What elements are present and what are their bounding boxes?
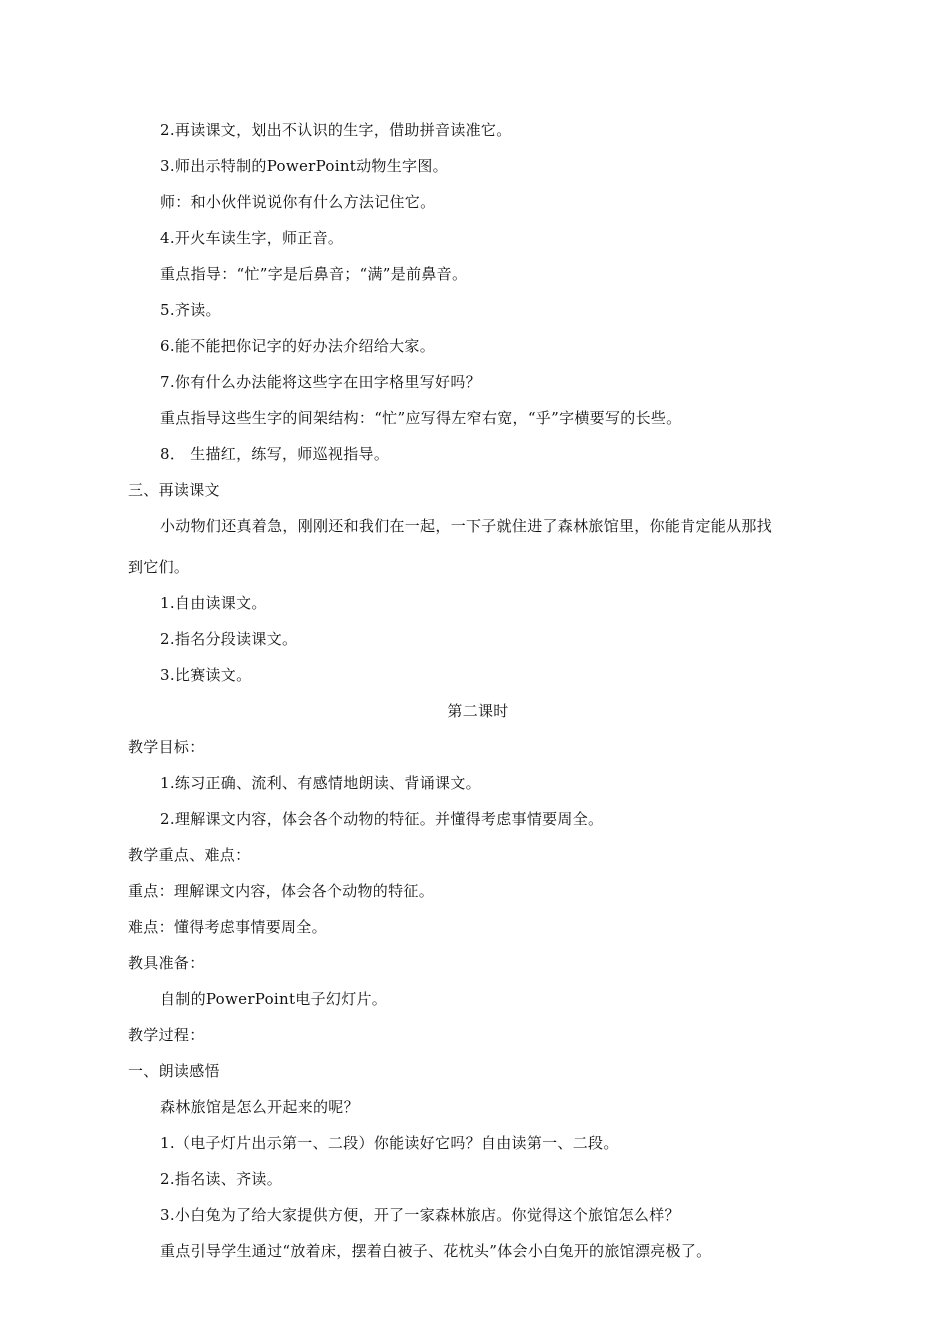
paragraph-line: 到它们。 bbox=[128, 558, 190, 576]
text-line: 森林旅馆是怎么开起来的呢？ bbox=[160, 1098, 359, 1116]
text-line: 6.能不能把你记字的好办法介绍给大家。 bbox=[160, 337, 436, 355]
text-line: 3.小白兔为了给大家提供方便，开了一家森林旅店。你觉得这个旅馆怎么样？ bbox=[160, 1206, 680, 1224]
text-line: 难点：懂得考虑事情要周全。 bbox=[128, 918, 327, 936]
text-line: 师：和小伙伴说说你有什么方法记住它。 bbox=[160, 193, 436, 211]
section-heading: 一、朗读感悟 bbox=[128, 1062, 220, 1080]
text-line: 8． 生描红，练写，师巡视指导。 bbox=[160, 445, 390, 463]
paragraph-line: 小动物们还真着急，刚刚还和我们在一起，一下子就住进了森林旅馆里，你能肯定能从那找 bbox=[160, 517, 773, 535]
text-line: 4.开火车读生字，师正音。 bbox=[160, 229, 344, 247]
section-heading: 三、再读课文 bbox=[128, 481, 220, 499]
text-line: 自制的PowerPoint电子幻灯片。 bbox=[160, 990, 388, 1008]
text-line: 3.比赛读文。 bbox=[160, 666, 252, 684]
section-heading: 教具准备： bbox=[128, 954, 205, 972]
text-line: 1.自由读课文。 bbox=[160, 594, 267, 612]
text-line: 2.理解课文内容，体会各个动物的特征。并懂得考虑事情要周全。 bbox=[160, 810, 604, 828]
text-line: 2.指名读、齐读。 bbox=[160, 1170, 283, 1188]
text-line: 重点指导：“忙”字是后鼻音；“满”是前鼻音。 bbox=[160, 265, 468, 283]
text-line: 2.指名分段读课文。 bbox=[160, 630, 298, 648]
section-heading: 教学过程： bbox=[128, 1026, 205, 1044]
section-heading: 教学重点、难点： bbox=[128, 846, 251, 864]
section-heading: 教学目标： bbox=[128, 738, 205, 756]
text-line: 重点引导学生通过“放着床，摆着白被子、花枕头”体会小白兔开的旅馆漂亮极了。 bbox=[160, 1242, 712, 1260]
text-line: 7.你有什么办法能将这些字在田字格里写好吗？ bbox=[160, 373, 481, 391]
text-line: 重点：理解课文内容，体会各个动物的特征。 bbox=[128, 882, 435, 900]
text-line: 3.师出示特制的PowerPoint动物生字图。 bbox=[160, 157, 448, 175]
text-line: 重点指导这些生字的间架结构：“忙”应写得左窄右宽，“乎”字横要写的长些。 bbox=[160, 409, 682, 427]
text-line: 1.（电子灯片出示第一、二段）你能读好它吗？自由读第一、二段。 bbox=[160, 1134, 619, 1152]
lesson-title: 第二课时 bbox=[447, 702, 509, 720]
text-line: 5.齐读。 bbox=[160, 301, 221, 319]
text-line: 1.练习正确、流利、有感情地朗读、背诵课文。 bbox=[160, 774, 481, 792]
text-line: 2.再读课文，划出不认识的生字，借助拼音读准它。 bbox=[160, 121, 512, 139]
